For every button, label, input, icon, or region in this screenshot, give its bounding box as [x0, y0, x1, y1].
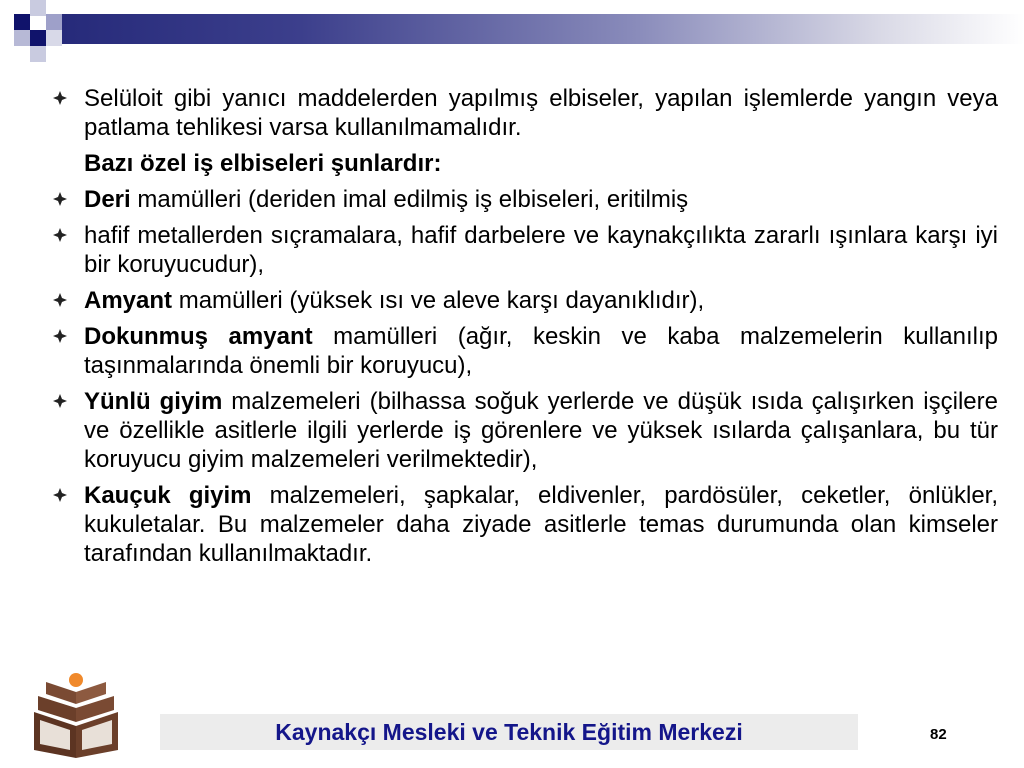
diamond-bullet-icon	[52, 393, 68, 409]
item-text: Selüloit gibi yanıcı maddelerden yapılmış elbiseler, yapılan işlemlerde yangın veya patlama tehlikesi varsa kullanılmamalıdır.	[84, 85, 998, 141]
item-text: malzemeleri (bilhassa soğuk yerlerde ve düşük ısıda çalışırken işçilere ve özellikle asitlerle ilgili yerlerde iş görenlere ve yüksek ısılarda çalışanlara, bu tür koruyucu giyim malzemeleri verilmektedir),	[84, 388, 998, 473]
header-square	[14, 30, 30, 46]
list-item	[48, 387, 998, 474]
book-tree-logo	[30, 672, 122, 758]
diamond-bullet-icon	[52, 487, 68, 503]
list-item	[48, 322, 998, 380]
diamond-bullet-icon	[52, 90, 68, 106]
list-item	[48, 481, 998, 568]
header-square	[30, 46, 46, 62]
item-text: mamülleri (ağır, keskin ve kaba malzemelerin kullanılıp taşınmalarında önemli bir koruyucu),	[84, 323, 998, 379]
header-gradient-bar	[60, 14, 1024, 44]
item-bold: Kauçuk giyim	[84, 482, 252, 509]
list-item	[48, 286, 998, 315]
item-text: malzemeleri, şapkalar, eldivenler, pardösüler, ceketler, önlükler, kukuletalar. Bu malzemeler daha ziyade asitlerle temas durumunda olan kimseler tarafından kullanılmaktadır.	[84, 482, 998, 567]
item-bold: Yünlü giyim	[84, 388, 223, 415]
list-item	[48, 84, 998, 142]
diamond-bullet-icon	[52, 328, 68, 344]
footer-title: Kaynakçı Mesleki ve Teknik Eğitim Merkezi	[275, 719, 743, 745]
diamond-bullet-icon	[52, 292, 68, 308]
diamond-bullet-icon	[52, 227, 68, 243]
list-item	[48, 185, 998, 214]
section-heading: Bazı özel iş elbiseleri şunlardır:	[84, 150, 442, 177]
header-square	[46, 30, 62, 46]
list-item	[48, 221, 998, 279]
header-square	[14, 14, 30, 30]
slide-content	[48, 84, 998, 575]
item-text: hafif metallerden sıçramalara, hafif darbelere ve kaynakçılıkta zararlı ışınlara karşı iyi bir koruyucudur),	[84, 222, 998, 278]
header-square	[30, 0, 46, 16]
item-bold: Amyant	[84, 287, 173, 314]
header-square	[46, 14, 62, 30]
page-number: 82	[930, 726, 947, 743]
header-square	[30, 30, 46, 46]
item-text: mamülleri (yüksek ısı ve aleve karşı dayanıklıdır),	[172, 287, 705, 314]
item-bold: Deri	[84, 186, 131, 213]
diamond-bullet-icon	[52, 191, 68, 207]
item-bold: Dokunmuş amyant	[84, 323, 313, 350]
item-text: mamülleri (deriden imal edilmiş iş elbiseleri, eritilmiş	[130, 186, 689, 213]
